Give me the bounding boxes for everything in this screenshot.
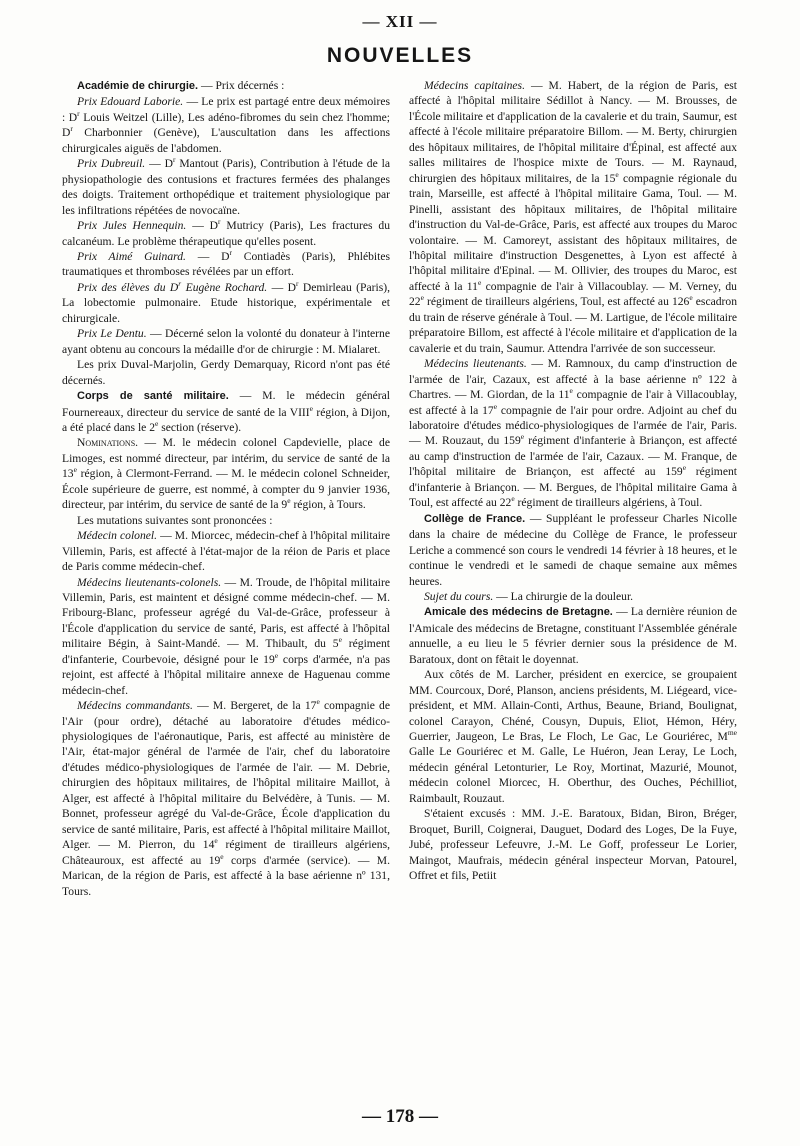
subheading: Nominations. [77, 436, 139, 450]
paragraph: Nominations. — M. le médecin colonel Capdevielle, place de Limoges, est nommé directeur, par intérim, du service de santé de la 13e région, à Clermont-Ferrand. — M. le médecin colonel Schneider, École supérieure de guerre, est nommé, à compter du 9 janvier 1936, directeur, par intérim, du service de santé de la 9e région, à Tours. [62, 436, 390, 512]
paragraph: Les prix Duval-Marjolin, Gerdy Demarquay, Ricord n'ont pas été décernés. [62, 358, 390, 387]
paragraph: Médecins lieutenants. — M. Ramnoux, du camp d'instruction de l'armée de l'air, Cazaux, est affecté à la base aérienne nº 122 à Chartres. — M. Giordan, de la 11e compagnie de l'air à Villacoublay, est affecté à la 17e compagnie de l'air pour ordre. Adjoint au chef du laboratoire d'études médico-physiologiques de l'armée de l'air, Paris. — M. Rouzaut, du 159e régiment d'infanterie à Briançon, est affecté au camp d'instruction de l'armée de l'air, Cazaux. — M. Franque, de l'hôpital militaire de Briançon, est affecté au 159e régiment d'infanterie à Briançon. — M. Bergues, de l'hôpital militaire Gama à Toul, est affecté au 22e régiment de tirailleurs algériens, à Toul. [409, 357, 738, 510]
paragraph: Collège de France. — Suppléant le professeur Charles Nicolle dans la chaire de médecine du Collège de France, le professeur Leriche a commencé son cours le vendredi 14 février à 18 heures, et le continue le vendredi et le samedi de chaque semaine aux mêmes heures. [409, 511, 737, 588]
paragraph: S'étaient excusés : MM. J.-E. Baratoux, Bidan, Biron, Bréger, Broquet, Burill, Coignerai, Dauguet, Dodard des Loges, De la Fuye, Jubé, professeur Lefeuvre, J.-M. Le Goff, professeur Le Lorier, Maingot, Maufrais, médecin général inspecteur Morvan, Patourel, Offret et fils, Petiit [409, 807, 737, 883]
section-heading: NOUVELLES [326, 44, 474, 67]
paragraph: Prix Edouard Laborie. — Le prix est partagé entre deux mémoires : $D^r$ Louis Weitzel (Lille), Les adéno-fibromes du sein chez l'homme; $D^r$ Charbonnier (Genève), L'auscultation dans les affections chirurgicales aiguës de l'abdomen. [62, 95, 390, 155]
rubric-heading: Académie de chirurgie. [77, 80, 199, 92]
rubric-heading: Collège de France. [424, 512, 526, 525]
rubric-heading: Corps de santé militaire. [77, 390, 229, 403]
paragraph: Les mutations suivantes sont prononcées : [77, 513, 273, 527]
rank-label: Médecins lieutenants. [424, 357, 527, 371]
page-number: — 178 — [362, 1106, 438, 1127]
paragraph: Académie de chirurgie. — Prix décernés : [77, 79, 285, 92]
paragraph: Médecins lieutenants-colonels. — M. Troude, de l'hôpital militaire Villemin, Paris, est maintent et désigné comme médecin-chef. — M. Fribourg-Blanc, professeur agrégé du Val-de-Grâce, professeur à l'École d'application du service de santé, Paris, est affecté à l'hôpital militaire Bégin, à Saint-Mandé. — M. Thibault, du 5e régiment d'infanterie, Courbevoie, désigné pour le 19e corps d'armée, n'a pas rejoint, est affecté à l'hôpital militaire annexe de Haguenau comme médecin-chef. [62, 575, 390, 697]
paragraph: Médecin colonel. — M. Miorcec, médecin-chef à l'hôpital militaire Villemin, Paris, est affecté à l'état-major de la réion de Paris et place de Paris comme médecin-chef. [62, 529, 390, 574]
rank-label: Médecin colonel. [77, 529, 158, 543]
paragraph: Prix Dubreuil. — $D^r$ Mantout (Paris), Contribution à l'étude de la physiopathologie des contusions et fractures fermées des phalanges des doigts. Traitement orthopédique et traitement physiologique par les infiltrations répétées de novocaïne. [62, 155, 390, 217]
roman-folio: — XII — [362, 12, 438, 31]
subheading: Sujet du cours. [424, 589, 494, 603]
paragraph: Prix Jules Hennequin. — $D^r$ Mutricy (Paris), Les fractures du calcanéum. Le problème thérapeutique qu'elles posent. [62, 217, 390, 248]
rank-label: Médecins lieutenants-colonels. [77, 575, 222, 589]
paragraph: Corps de santé militaire. — M. le médecin général Fournereaux, directeur du service de santé de la VIIIe région, à Dijon, a été placé dans le 2e section (réserve). [62, 389, 391, 434]
prize-name: Prix Jules Hennequin. [77, 219, 187, 233]
paragraph: Amicale des médecins de Bretagne. — La dernière réunion de l'Amicale des médecins de Bretagne, constituant l'Assemblée générale annuelle, a eu lieu le 5 février dernier sous la présidence de M. Baratoux, dont on fêtait le doyennat. [409, 605, 737, 666]
paragraph: Prix Le Dentu. — Décerné selon la volonté du donateur à l'interne ayant obtenu au concours la médaille d'or de chirurgie : M. Mialaret. [62, 327, 390, 356]
paragraph: Prix des élèves du $D^r$ Eugène Rochard. — $D^r$ Demirleau (Paris), La lobectomie pulmonaire. Etude historique, expérimentale et chirurgicale. [62, 279, 390, 325]
paragraph: Prix Aimé Guinard. — $D^r$ Contiadès (Paris), Phlébites traumatiques et thromboses révélées par un effort. [62, 248, 390, 279]
right-column [409, 78, 737, 884]
rank-label: Médecins capitaines. [424, 79, 525, 92]
rank-label: Médecins commandants. [77, 699, 193, 713]
prize-name: Prix Aimé Guinard. [77, 249, 186, 263]
paragraph: Médecins capitaines. — M. Habert, de la région de Paris, est affecté à l'hôpital militaire Sédillot à Nancy. — M. Brousses, de l'École militaire et d'application de la cavalerie et du train, Saumur, est affecté à l'école militaire préparatoire Billom. — M. Berty, chirurgien des hôpitaux militaires, de l'hôpital militaire d'Épinal, est affecté aux salles militaires de l'hospice mixte de Tours. — M. Raynaud, chirurgien des hôpitaux militaires, de la 15e compagnie régionale du train, Marseille, est affecté à l'hôpital militaire Gama, Toul. — M. Pinelli, assistant des hôpitaux militaires, de l'hôpital militaire d'instruction du Val-de-Grâce, Paris, est affecté aux troupes du Maroc volontaire. — M. Camoreyt, assistant des hôpitaux militaires, de l'hôpital militaire d'instruction Desgenettes, à Lyon est affecté à l'hôpital militaire d'Epinal. — M. Ollivier, des troupes du Maroc, est affecté à la 11e compagnie de l'air à Villacoublay. — M. Verney, du 22e régiment de tirailleurs algériens, Toul, est affecté au 126e escadron du train de réserve générale à Toul. — M. Lartigue, de l'école militaire préparatoire Billom, est affecté à l'école militaire et d'application de la cavalerie et du train, Saumur. Attendra l'arrivée de son successeur. [409, 79, 737, 355]
prize-name: Prix Dubreuil. [77, 157, 146, 171]
prize-name: Prix Edouard Laborie. [77, 95, 184, 109]
paragraph: Aux côtés de M. Larcher, président en exercice, se groupaient MM. Courcoux, Doré, Planson, anciens présidents, M. Liégeard, vice-président, et MM. Allain-Conti, Arthus, Beaune, Briand, Boulignat, colonel Carayon, Chéné, Cousyn, Dupuis, Eliot, Hémon, Héry, Guerrier, Jaugeon, Le Bras, Le Floch, Le Gac, Le Gouriérec, $M^{me}$ Galle Le Gouriérec et M. Galle, Le Huéron, Jean Leray, Le Loch, médecin général Letonturier, Le Roy, Mortinat, Mazurié, Mounot, médecin colonel Miorcec, H. Oberthur, des Ouches, Péchilliot, Raimbault, Rouzaut. [409, 668, 737, 805]
paragraph: Médecins commandants. — M. Bergeret, de la 17e compagnie de l'Air (pour ordre), détaché au laboratoire d'études médico-physiologiques de l'aéronautique, Paris, est affecté au ministère de l'Air, état-major général de l'armée de l'air, chef du laboratoire d'études médico-physiologiques de l'armée de l'air. — M. Debrie, chirurgien des hôpitaux militaires, de l'hôpital militaire Maillot, à Alger, est affecté à l'hôpital militaire du Belvédère, à Tunis. — M. Bonnet, professeur agrégé du Val-de-Grâce, École d'application du service de santé militaire, Paris, est affecté à l'hôpital militaire Maillot, Alger. — M. Pierron, du 14e régiment de tirailleurs algériens, Châteauroux, est affecté au 19e corps d'armée (service). — M. Marican, de la région de Paris, est affecté à la base aérienne nº 131, Tours. [62, 697, 391, 898]
paragraph: Sujet du cours. — La chirurgie de la douleur. [424, 589, 634, 603]
prize-name: Prix Le Dentu. [77, 327, 147, 341]
prize-name: Prix des élèves du $D^r$ Eugène Rochard. [77, 279, 268, 294]
rubric-heading: Amicale des médecins de Bretagne. [424, 606, 613, 619]
left-column [62, 78, 390, 899]
